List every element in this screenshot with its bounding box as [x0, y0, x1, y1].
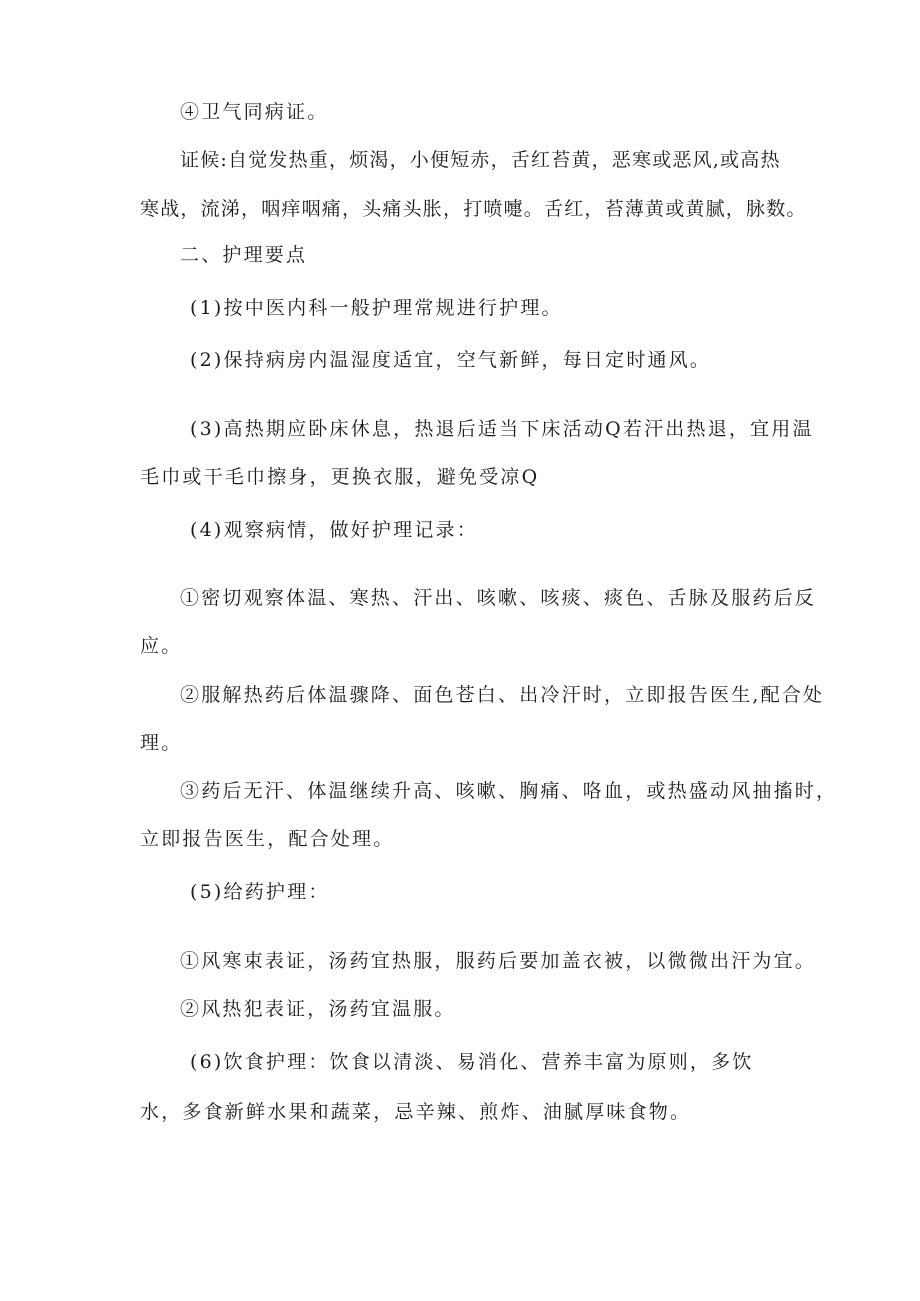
symptoms-line-2: 寒战，流涕，咽痒咽痛，头痛头胀，打喷嚏。舌红，苔薄黄或黄腻，脉数。: [140, 198, 807, 220]
observation-a-line-2: 应。: [140, 635, 183, 657]
section-heading-nursing-points: 二、护理要点: [180, 244, 308, 266]
observation-c-line-1: ③药后无汗、体温继续升高、咳嗽、胸痛、咯血，或热盛动风抽搐时，: [180, 780, 838, 802]
observation-b-line-1: ②服解热药后体温骤降、面色苍白、出冷汗时，立即报告医生,配合处: [180, 684, 825, 706]
observation-a-line-1: ①密切观察体温、寒热、汗出、咳嗽、咳痰、痰色、舌脉及服药后反: [180, 587, 817, 609]
nursing-item-5: (5)给药护理：: [190, 881, 330, 903]
nursing-item-6-line-2: 水，多食新鲜水果和蔬菜，忌辛辣、煎炸、油腻厚味食物。: [140, 1101, 692, 1123]
nursing-item-2: (2)保持病房内温湿度适宜，空气新鲜，每日定时通风。: [190, 349, 712, 371]
nursing-item-1: (1)按中医内科一般护理常规进行护理。: [190, 297, 563, 319]
medication-b: ②风热犯表证，汤药宜温服。: [180, 998, 456, 1020]
nursing-item-3-line-2: 毛巾或干毛巾擦身，更换衣服，避免受凉Q: [140, 466, 540, 488]
nursing-item-4: (4)观察病情，做好护理记录：: [190, 519, 478, 541]
nursing-item-6-line-1: (6)饮食护理：饮食以清淡、易消化、营养丰富为原则，多饮: [190, 1051, 754, 1073]
observation-c-line-2: 立即报告医生，配合处理。: [140, 828, 395, 850]
observation-b-line-2: 理。: [140, 732, 183, 754]
syndrome-title: ④卫气同病证。: [180, 101, 329, 123]
nursing-item-3-line-1: (3)高热期应卧床休息，热退后适当下床活动Q若汗出热退，宜用温: [190, 418, 814, 440]
symptoms-line-1: 证候:自觉发热重，烦渴，小便短赤，舌红苔黄，恶寒或恶风,或高热: [180, 149, 781, 171]
medication-a: ①风寒束表证，汤药宜热服，服药后要加盖衣被，以微微出汗为宜。: [180, 950, 817, 972]
